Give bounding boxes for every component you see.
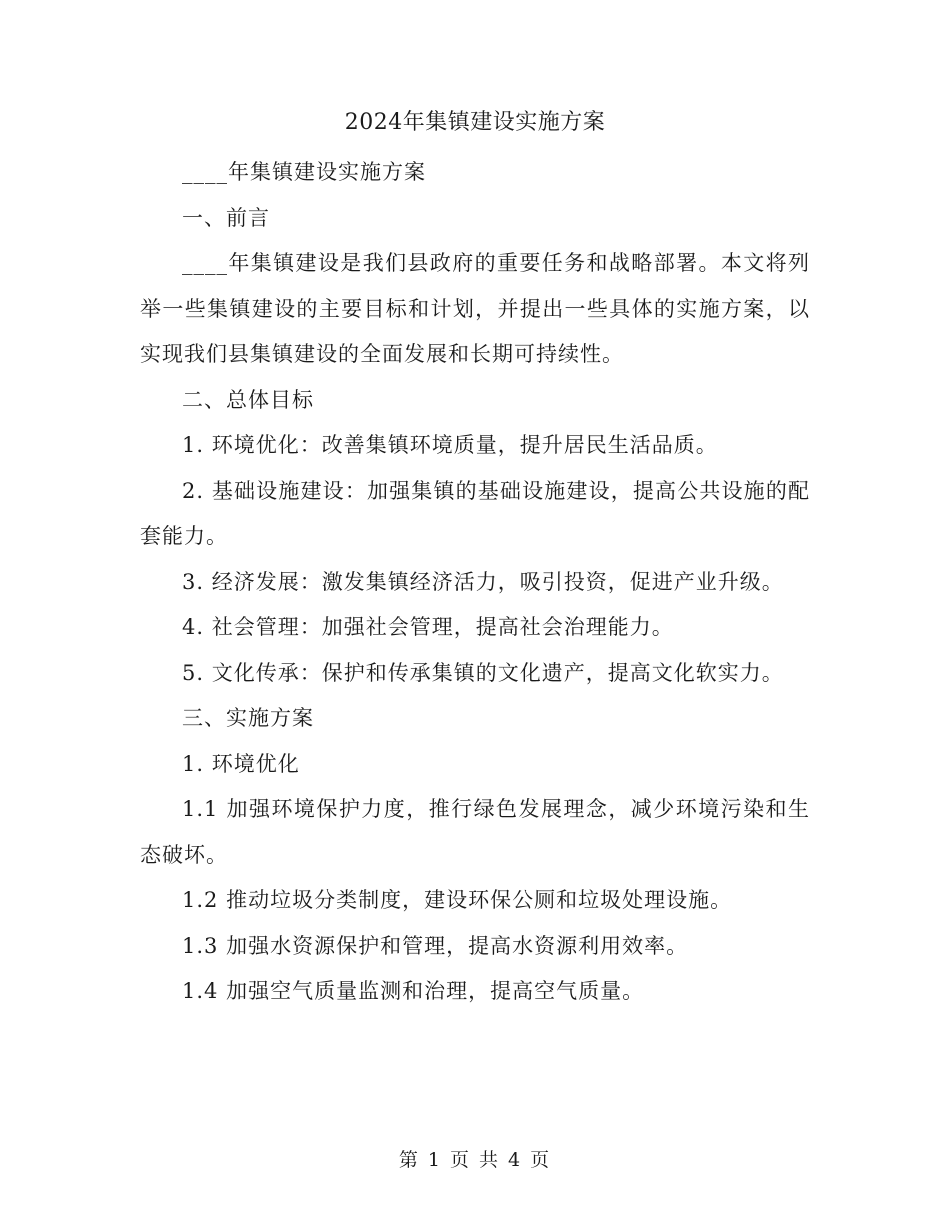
page-footer: 第 1 页 共 4 页	[398, 1149, 552, 1171]
goal-item: 4. 社会管理：加强社会管理，提高社会治理能力。	[182, 615, 674, 639]
heading-preface: 一、前言	[182, 205, 270, 230]
goal-item: 3. 经济发展：激发集镇经济活力，吸引投资，促进产业升级。	[182, 569, 784, 594]
paragraph-preface: ____年集镇建设是我们县政府的重要任务和战略部署。本文将列举一些集镇建设的主要目标和计划，并提出一些具体的实施方案，以实现我们县集镇建设的全面发展和长期可持续性。	[140, 251, 810, 366]
measure-item: 1.3 加强水资源保护和管理，提高水资源利用效率。	[182, 933, 689, 958]
heading-overall-goals: 二、总体目标	[182, 387, 314, 412]
paragraph-subtitle: ____年集镇建设实施方案	[182, 160, 426, 184]
measure-item: 1.4 加强空气质量监测和治理，提高空气质量。	[182, 979, 645, 1003]
measure-item: 1.2 推动垃圾分类制度，建设环保公厕和垃圾处理设施。	[182, 888, 733, 912]
heading-implementation: 三、实施方案	[182, 706, 314, 730]
measure-item: 1.1 加强环境保护力度，推行绿色发展理念，减少环境污染和生态破坏。	[140, 797, 810, 867]
document-title: 2024年集镇建设实施方案	[344, 110, 606, 135]
subheading-environment: 1. 环境优化	[182, 751, 300, 776]
document-body	[140, 150, 810, 1015]
goal-item: 2. 基础设施建设：加强集镇的基础设施建设，提高公共设施的配套能力。	[140, 478, 810, 548]
goal-item: 5. 文化传承：保护和传承集镇的文化遗产，提高文化软实力。	[182, 660, 784, 685]
goal-item: 1. 环境优化：改善集镇环境质量，提升居民生活品质。	[182, 433, 718, 457]
